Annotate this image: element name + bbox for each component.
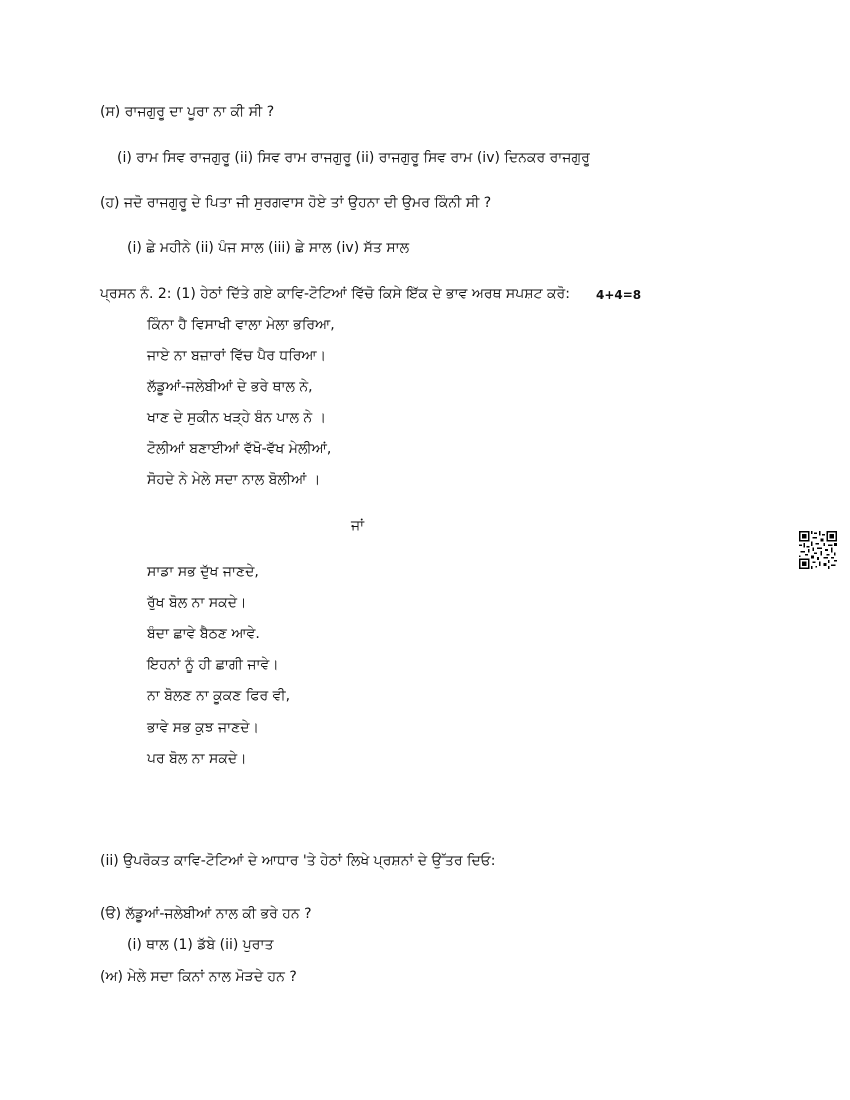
- part-two-heading: (ii) ਉਪਰੋਕਤ ਕਾਵਿ-ਟੋਟਿਆਂ ਦੇ ਆਧਾਰ 'ਤੇ ਹੇਠਾਂ ਲਿਖੇ ਪ੍ਰਸ਼ਨਾਂ ਦੇ ਉੱਤਰ ਦਿਓ:: [100, 853, 496, 869]
- question-u-options: (i) ਥਾਲ (1) ਡੱਬੇ (ii) ਪੁਰਾਤ: [127, 937, 274, 953]
- poem-line: ਖਾਣ ਦੇ ਸੁਕੀਨ ਖੜ੍ਹੇ ਬੰਨ ਪਾਲ ਨੇ ।: [147, 410, 327, 426]
- qr-code: [799, 531, 837, 569]
- question-2-marks: 4+4=8: [596, 288, 642, 302]
- poem-line: ਰੁੱਖ ਬੋਲ ਨਾ ਸਕਦੇ।: [147, 595, 247, 611]
- poem-line: ਨਾ ਬੋਲਣ ਨਾ ਕੂਕਣ ਫਿਰ ਵੀ,: [147, 688, 291, 704]
- poem-line: ਸਾਡਾ ਸਭ ਦੁੱਖ ਜਾਣਦੇ,: [147, 564, 259, 580]
- poem-line: ਪਰ ਬੋਲ ਨਾ ਸਕਦੇ।: [147, 751, 247, 767]
- poem-line: ਸੋਹਦੇ ਨੇ ਮੇਲੇ ਸਦਾ ਨਾਲ ਬੋਲੀਆਂ ।: [147, 472, 321, 488]
- poem-line: ਇਹਨਾਂ ਨੂੰ ਹੀ ਛਾਗੀ ਜਾਵੇ।: [147, 657, 279, 673]
- or-separator: ਜਾਂ: [351, 518, 365, 534]
- poem-line: ਲੱਡੂਆਂ-ਜਲੇਬੀਆਂ ਦੇ ਭਰੇ ਥਾਲ ਨੇ,: [147, 379, 313, 395]
- poem-line: ਬੰਦਾ ਛਾਵੇ ਬੈਠਣ ਆਵੇ.: [147, 626, 260, 642]
- poem-line: ਭਾਵੇ ਸਭ ਕੁਝ ਜਾਣਦੇ।: [147, 720, 259, 736]
- question-a-text: (ਅ) ਮੇਲੇ ਸਦਾ ਕਿਨਾਂ ਨਾਲ ਮੋੜਦੇ ਹਨ ?: [100, 969, 297, 985]
- question-sa-text: (ਸ) ਰਾਜਗੁਰੂ ਦਾ ਪੂਰਾ ਨਾ ਕੀ ਸੀ ?: [100, 104, 275, 120]
- question-ha-text: (ਹ) ਜਦੋ ਰਾਜਗੁਰੂ ਦੇ ਪਿਤਾ ਜੀ ਸੁਰਗਵਾਸ ਹੋਏ ਤਾਂ ਉਹਨਾ ਦੀ ਉਮਰ ਕਿੰਨੀ ਸੀ ?: [100, 195, 492, 211]
- poem-line: ਕਿੰਨਾ ਹੈ ਵਿਸਾਖੀ ਵਾਲਾ ਮੇਲਾ ਭਰਿਆ,: [147, 317, 335, 333]
- question-sa-options: (i) ਰਾਮ ਸਿਵ ਰਾਜਗੁਰੂ (ii) ਸਿਵ ਰਾਮ ਰਾਜਗੁਰੂ (ii) ਰਾਜਗੁਰੂ ਸਿਵ ਰਾਮ (iv) ਦਿਨਕਰ ਰਾਜਗੁਰੂ: [117, 150, 590, 166]
- question-u-text: (ੳ) ਲੱਡੂਆਂ-ਜਲੇਬੀਆਂ ਨਾਲ ਕੀ ਭਰੇ ਹਨ ?: [100, 906, 312, 922]
- question-2-heading: ਪ੍ਰਸਨ ਨੰ. 2: (1) ਹੇਠਾਂ ਦਿੱਤੇ ਗਏ ਕਾਵਿ-ਟੋਟਿਆਂ ਵਿੱਚੋ ਕਿਸੇ ਇੱਕ ਦੇ ਭਾਵ ਅਰਥ ਸਪਸ਼ਟ ਕਰੋ:: [100, 286, 570, 302]
- question-ha-options: (i) ਛੇ ਮਹੀਨੇ (ii) ਪੰਜ ਸਾਲ (iii) ਛੇ ਸਾਲ (iv) ਸੱਤ ਸਾਲ: [127, 240, 410, 256]
- poem-line: ਜਾਏ ਨਾ ਬਜ਼ਾਰਾਂ ਵਿੱਚ ਪੈਰ ਧਰਿਆ।: [147, 348, 327, 364]
- poem-line: ਟੋਲੀਆਂ ਬਣਾਈਆਂ ਵੱਖੋ-ਵੱਖ ਮੇਲੀਆਂ,: [147, 441, 332, 457]
